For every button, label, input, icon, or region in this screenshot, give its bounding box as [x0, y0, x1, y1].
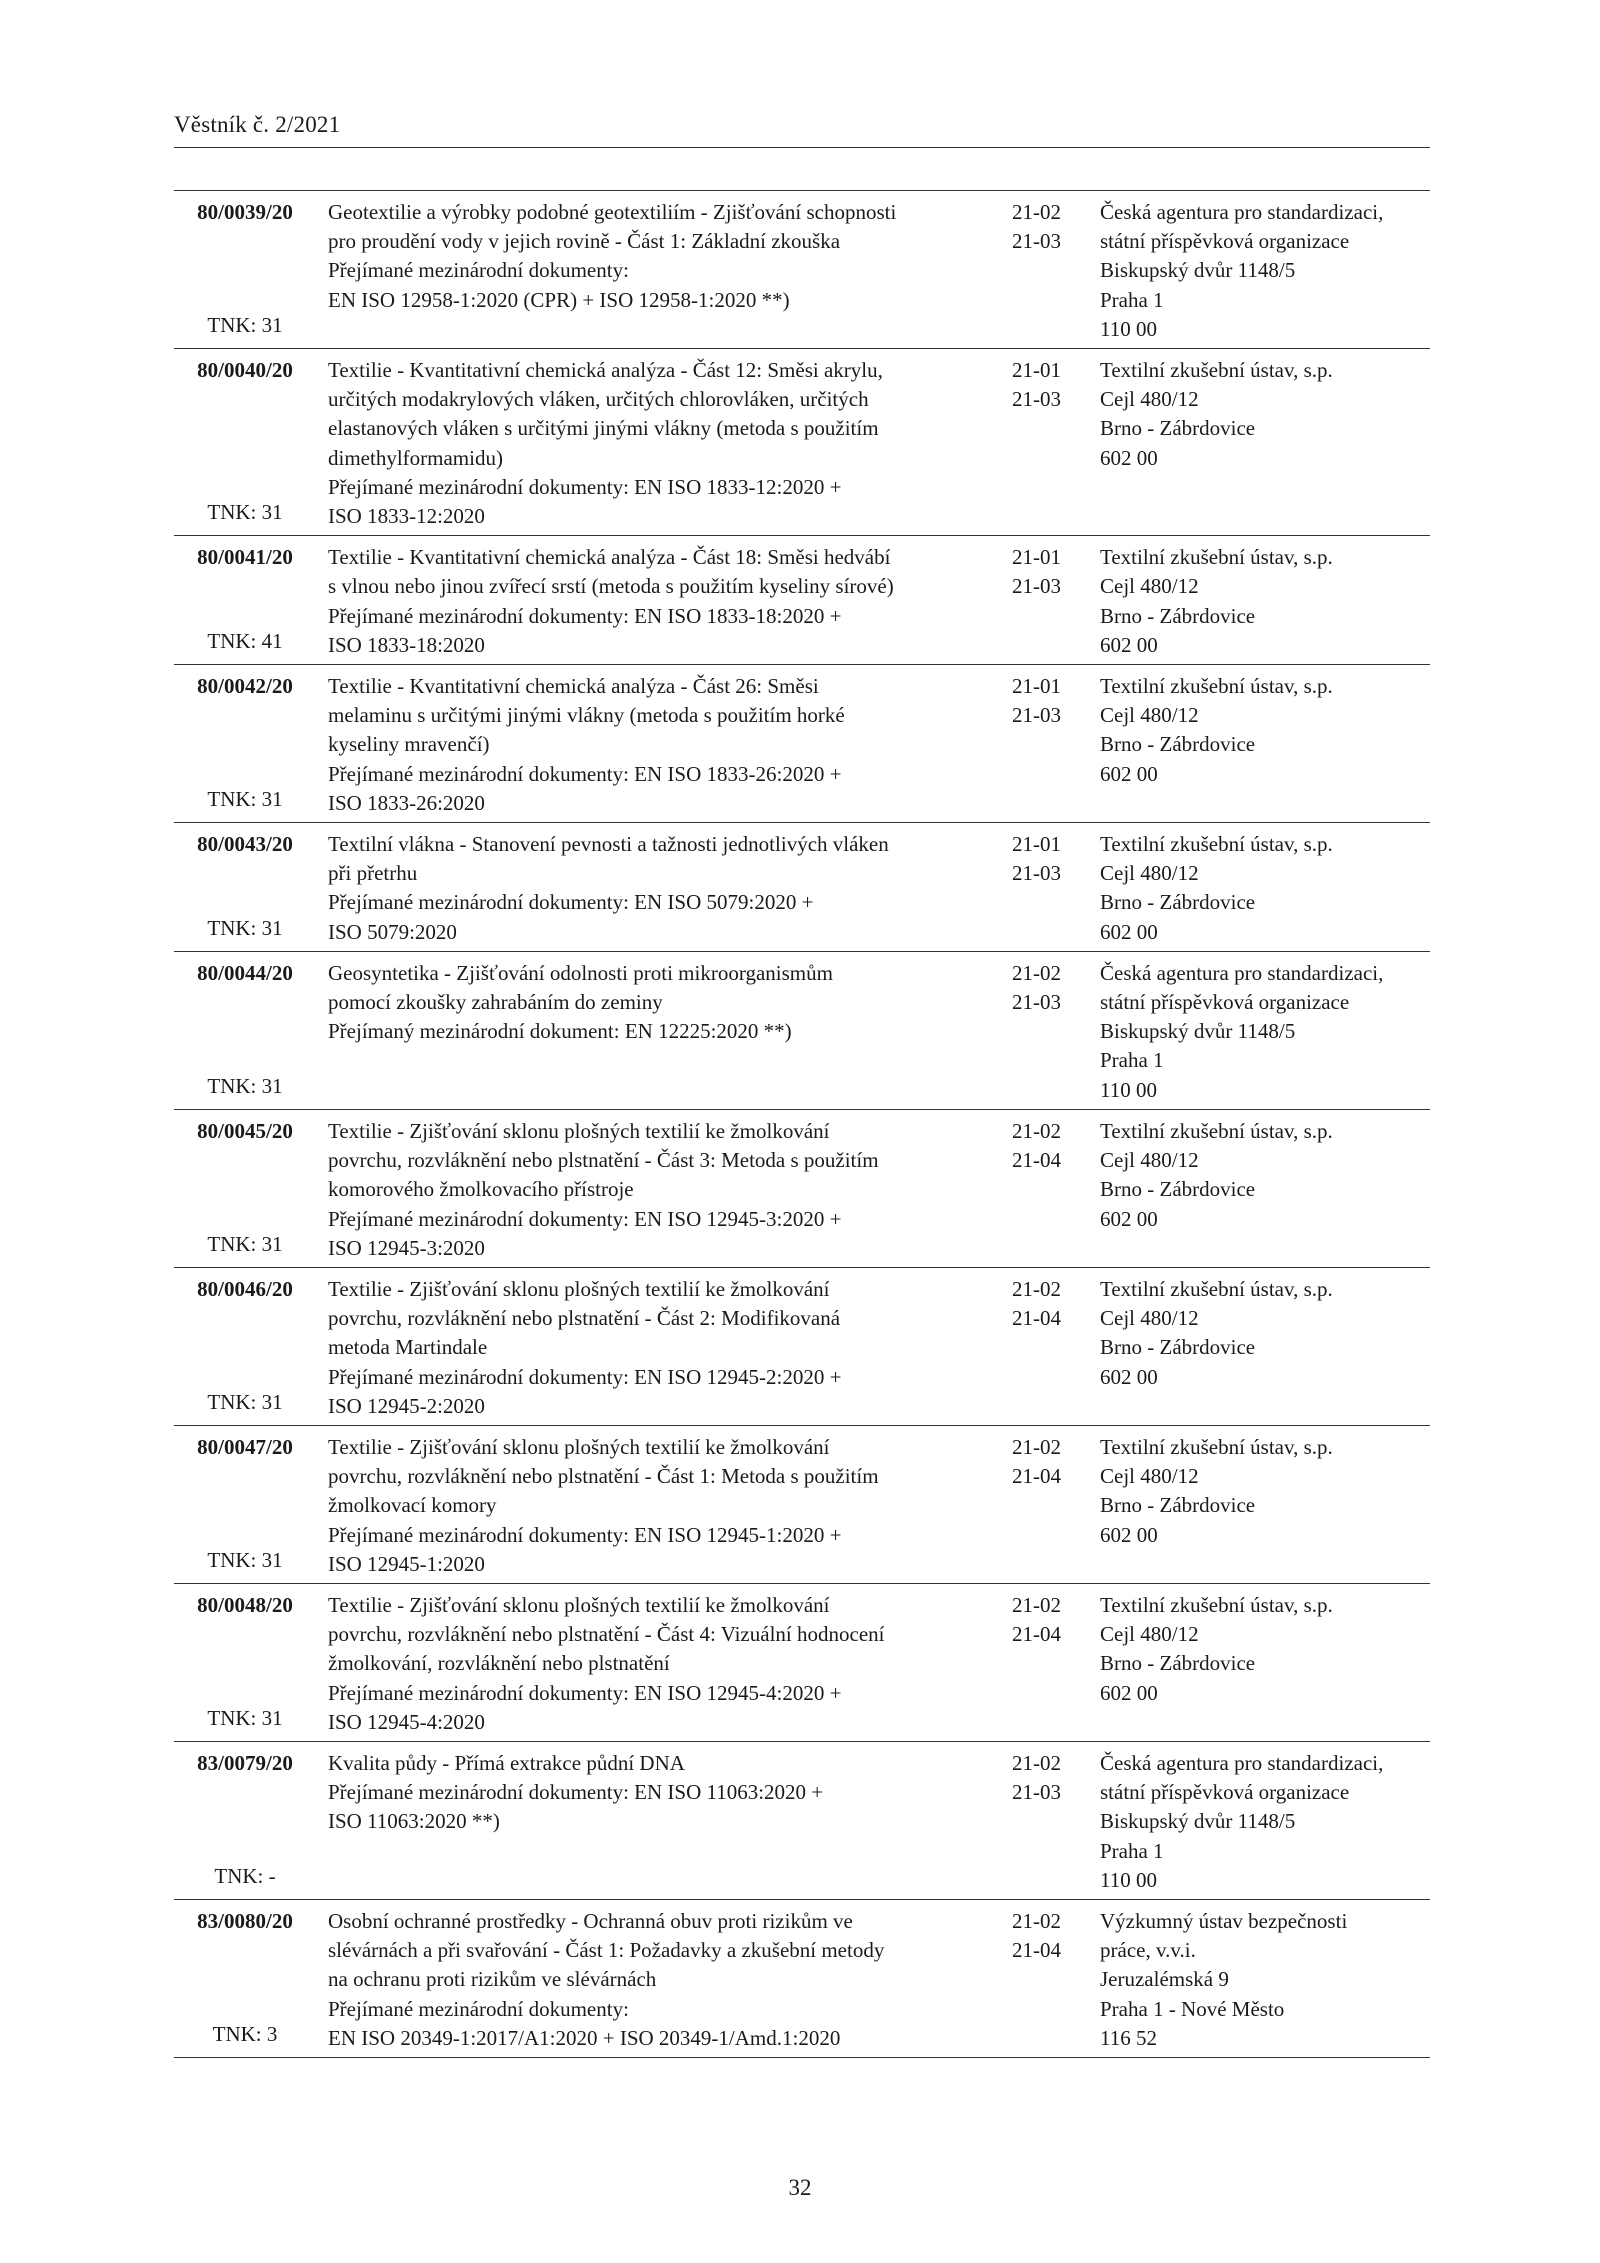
- title-line: Textilie - Zjišťování sklonu plošných textilií ke žmolkování: [328, 1592, 830, 1617]
- standards-table-body: [174, 191, 1430, 2058]
- classification-code: 21-03: [1012, 574, 1061, 599]
- standard-id-cell: [174, 1741, 316, 1899]
- classification-code: 21-03: [1012, 387, 1061, 412]
- classification-codes-cell: [1004, 1583, 1098, 1741]
- title-line: Geotextilie a výrobky podobné geotextiliím - Zjišťování schopnosti: [328, 200, 897, 224]
- organization-line: 110 00: [1100, 316, 1157, 341]
- table-row: [174, 951, 1430, 1109]
- title-line: Přejímané mezinárodní dokumenty: EN ISO 12945-4:2020 +: [328, 1680, 842, 1705]
- tnk-label: TNK: 31: [207, 312, 283, 337]
- title-line: Textilie - Zjišťování sklonu plošných textilií ke žmolkování: [328, 1434, 830, 1459]
- title-line: Kvalita půdy - Přímá extrakce půdní DNA: [328, 1750, 685, 1775]
- standard-title-cell: [316, 349, 1004, 536]
- organization-line: Brno - Zábrdovice: [1100, 416, 1256, 441]
- classification-code: 21-03: [1012, 861, 1061, 886]
- organization-line: Cejl 480/12: [1100, 574, 1199, 599]
- table-row: [174, 823, 1430, 952]
- organization-line: 602 00: [1100, 632, 1158, 657]
- title-line: Přejímané mezinárodní dokumenty: EN ISO 11063:2020 +: [328, 1780, 824, 1805]
- organization-line: Brno - Zábrdovice: [1100, 732, 1256, 757]
- title-line: Přejímané mezinárodní dokumenty: EN ISO 12945-3:2020 +: [328, 1206, 842, 1231]
- organization-cell: [1098, 1109, 1430, 1267]
- standard-title-cell: [316, 1583, 1004, 1741]
- classification-code: 21-02: [1012, 1118, 1061, 1143]
- standard-id-cell: [174, 951, 316, 1109]
- classification-code: 21-02: [1012, 1276, 1061, 1301]
- standard-title-cell: [316, 1267, 1004, 1425]
- organization-line: Výzkumný ústav bezpečnosti: [1100, 1908, 1348, 1933]
- classification-code: 21-04: [1012, 1622, 1061, 1647]
- organization-line: Praha 1: [1100, 1048, 1164, 1073]
- title-line: Přejímané mezinárodní dokumenty:: [328, 1996, 629, 2021]
- title-line: ISO 1833-18:2020: [328, 632, 485, 657]
- tnk-label: TNK: 31: [207, 786, 283, 811]
- standard-id-cell: [174, 1109, 316, 1267]
- standard-title-cell: [316, 665, 1004, 823]
- organization-line: Textilní zkušební ústav, s.p.: [1100, 832, 1333, 857]
- organization-line: státní příspěvková organizace: [1100, 990, 1350, 1015]
- title-line: ISO 11063:2020 **): [328, 1809, 500, 1834]
- classification-codes-cell: [1004, 951, 1098, 1109]
- organization-line: Textilní zkušební ústav, s.p.: [1100, 1118, 1333, 1143]
- organization-line: Cejl 480/12: [1100, 1148, 1199, 1173]
- title-line: Přejímaný mezinárodní dokument: EN 12225:2020 **): [328, 1019, 792, 1044]
- title-line: Textilie - Kvantitativní chemická analýza - Část 18: Směsi hedvábí: [328, 545, 891, 570]
- standard-number: 80/0048/20: [197, 1592, 293, 1617]
- organization-line: Cejl 480/12: [1100, 387, 1199, 412]
- title-line: ISO 12945-1:2020: [328, 1551, 485, 1576]
- classification-codes-cell: [1004, 1425, 1098, 1583]
- standard-number: 80/0047/20: [197, 1434, 293, 1459]
- title-line: ISO 5079:2020: [328, 919, 457, 944]
- tnk-label: TNK: 41: [207, 628, 283, 653]
- organization-line: Textilní zkušební ústav, s.p.: [1100, 1592, 1333, 1617]
- classification-codes-cell: [1004, 1899, 1098, 2057]
- organization-cell: [1098, 1267, 1430, 1425]
- tnk-label: TNK: 31: [207, 1389, 283, 1414]
- table-row: [174, 349, 1430, 536]
- standard-title-cell: [316, 823, 1004, 952]
- organization-cell: [1098, 349, 1430, 536]
- organization-line: Textilní zkušební ústav, s.p.: [1100, 1276, 1333, 1301]
- standard-number: 80/0042/20: [197, 674, 293, 699]
- organization-line: práce, v.v.i.: [1100, 1938, 1196, 1963]
- title-line: slévárnách a při svařování - Část 1: Požadavky a zkušební metody: [328, 1938, 885, 1963]
- table-row: [174, 665, 1430, 823]
- title-line: Přejímané mezinárodní dokumenty: EN ISO 1833-12:2020 +: [328, 474, 842, 499]
- title-line: dimethylformamidu): [328, 445, 503, 470]
- title-line: EN ISO 12958-1:2020 (CPR) + ISO 12958-1:2020 **): [328, 287, 790, 312]
- title-line: Přejímané mezinárodní dokumenty: EN ISO 1833-26:2020 +: [328, 761, 842, 786]
- classification-code: 21-03: [1012, 703, 1061, 728]
- classification-code: 21-02: [1012, 960, 1061, 985]
- title-line: melaminu s určitými jinými vlákny (metoda s použitím horké: [328, 703, 845, 728]
- organization-cell: [1098, 191, 1430, 349]
- classification-code: 21-02: [1012, 1592, 1061, 1617]
- organization-cell: [1098, 1741, 1430, 1899]
- classification-code: 21-01: [1012, 545, 1061, 570]
- standards-table-container: [174, 190, 1430, 2058]
- organization-line: Biskupský dvůr 1148/5: [1100, 1809, 1296, 1834]
- standard-title-cell: [316, 191, 1004, 349]
- classification-codes-cell: [1004, 349, 1098, 536]
- title-line: Přejímané mezinárodní dokumenty:: [328, 258, 629, 283]
- organization-line: Textilní zkušební ústav, s.p.: [1100, 358, 1333, 383]
- standard-number: 80/0045/20: [197, 1118, 293, 1143]
- title-line: Přejímané mezinárodní dokumenty: EN ISO 12945-1:2020 +: [328, 1522, 842, 1547]
- organization-line: Brno - Zábrdovice: [1100, 890, 1256, 915]
- standard-title-cell: [316, 951, 1004, 1109]
- classification-code: 21-04: [1012, 1464, 1061, 1489]
- title-line: komorového žmolkovacího přístroje: [328, 1177, 634, 1202]
- classification-code: 21-01: [1012, 832, 1061, 857]
- organization-line: 602 00: [1100, 761, 1158, 786]
- standard-id-cell: [174, 349, 316, 536]
- organization-line: Česká agentura pro standardizaci,: [1100, 1750, 1384, 1775]
- title-line: na ochranu proti rizikům ve slévárnách: [328, 1967, 657, 1992]
- organization-line: 602 00: [1100, 1206, 1158, 1231]
- title-line: ISO 12945-2:2020: [328, 1393, 485, 1418]
- organization-line: Cejl 480/12: [1100, 1464, 1199, 1489]
- standard-title-cell: [316, 536, 1004, 665]
- organization-line: Biskupský dvůr 1148/5: [1100, 1019, 1296, 1044]
- organization-line: Brno - Zábrdovice: [1100, 1493, 1256, 1518]
- title-line: žmolkovací komory: [328, 1493, 497, 1518]
- classification-code: 21-02: [1012, 200, 1061, 224]
- classification-codes-cell: [1004, 1741, 1098, 1899]
- organization-cell: [1098, 951, 1430, 1109]
- title-line: ISO 12945-4:2020: [328, 1709, 485, 1734]
- standard-number: 80/0040/20: [197, 358, 293, 383]
- organization-line: Praha 1: [1100, 1838, 1164, 1863]
- title-line: pomocí zkoušky zahrabáním do zeminy: [328, 990, 663, 1015]
- classification-code: 21-04: [1012, 1148, 1061, 1173]
- standard-id-cell: [174, 191, 316, 349]
- table-row: [174, 1741, 1430, 1899]
- table-row: [174, 1899, 1430, 2057]
- title-line: Textilie - Zjišťování sklonu plošných textilií ke žmolkování: [328, 1118, 830, 1143]
- title-line: Přejímané mezinárodní dokumenty: EN ISO 5079:2020 +: [328, 890, 814, 915]
- standard-title-cell: [316, 1899, 1004, 2057]
- standard-number: 80/0044/20: [197, 960, 293, 985]
- classification-code: 21-04: [1012, 1306, 1061, 1331]
- organization-cell: [1098, 665, 1430, 823]
- standard-id-cell: [174, 1899, 316, 2057]
- classification-codes-cell: [1004, 823, 1098, 952]
- classification-codes-cell: [1004, 191, 1098, 349]
- standard-number: 80/0041/20: [197, 545, 293, 570]
- organization-line: Praha 1 - Nové Město: [1100, 1996, 1285, 2021]
- title-line: s vlnou nebo jinou zvířecí srstí (metoda s použitím kyseliny sírové): [328, 574, 894, 599]
- title-line: metoda Martindale: [328, 1335, 488, 1360]
- title-line: ISO 1833-26:2020: [328, 790, 485, 815]
- table-row: [174, 536, 1430, 665]
- standard-title-cell: [316, 1425, 1004, 1583]
- organization-line: Brno - Zábrdovice: [1100, 1335, 1256, 1360]
- table-row: [174, 1583, 1430, 1741]
- standard-id-cell: [174, 1425, 316, 1583]
- title-line: Přejímané mezinárodní dokumenty: EN ISO 1833-18:2020 +: [328, 603, 842, 628]
- classification-code: 21-02: [1012, 1750, 1061, 1775]
- tnk-label: TNK: 31: [207, 1231, 283, 1256]
- classification-codes-cell: [1004, 536, 1098, 665]
- organization-cell: [1098, 1583, 1430, 1741]
- standard-number: 80/0046/20: [197, 1276, 293, 1301]
- title-line: Textilní vlákna - Stanovení pevnosti a tažnosti jednotlivých vláken: [328, 832, 889, 857]
- organization-line: Česká agentura pro standardizaci,: [1100, 960, 1384, 985]
- standard-id-cell: [174, 823, 316, 952]
- standard-number: 83/0079/20: [197, 1750, 293, 1775]
- tnk-label: TNK: 3: [212, 2021, 278, 2046]
- organization-line: Brno - Zábrdovice: [1100, 603, 1256, 628]
- organization-line: 116 52: [1100, 2025, 1157, 2050]
- table-row: [174, 1109, 1430, 1267]
- page-number: 32: [788, 2175, 812, 2200]
- title-line: ISO 1833-12:2020: [328, 504, 485, 529]
- table-row: [174, 191, 1430, 349]
- title-line: EN ISO 20349-1:2017/A1:2020 + ISO 20349-1/Amd.1:2020: [328, 2025, 841, 2050]
- title-line: pro proudění vody v jejich rovině - Část 1: Základní zkouška: [328, 229, 841, 254]
- tnk-label: TNK: 31: [207, 1547, 283, 1572]
- organization-line: 602 00: [1100, 1680, 1158, 1705]
- title-line: povrchu, rozvláknění nebo plstnatění - Část 4: Vizuální hodnocení: [328, 1622, 885, 1647]
- standard-id-cell: [174, 1583, 316, 1741]
- tnk-label: TNK: -: [214, 1863, 276, 1888]
- organization-line: 110 00: [1100, 1077, 1157, 1102]
- title-line: ISO 12945-3:2020: [328, 1235, 485, 1260]
- title-line: povrchu, rozvláknění nebo plstnatění - Část 3: Metoda s použitím: [328, 1148, 879, 1173]
- title-line: elastanových vláken s určitými jinými vlákny (metoda s použitím: [328, 416, 879, 441]
- title-line: Textilie - Kvantitativní chemická analýza - Část 12: Směsi akrylu,: [328, 358, 883, 383]
- classification-code: 21-02: [1012, 1434, 1061, 1459]
- organization-line: Jeruzalémská 9: [1100, 1967, 1229, 1992]
- classification-codes-cell: [1004, 1267, 1098, 1425]
- organization-line: 110 00: [1100, 1867, 1157, 1892]
- classification-code: 21-01: [1012, 358, 1061, 383]
- standard-number: 80/0043/20: [197, 832, 293, 857]
- standard-number: 83/0080/20: [197, 1908, 293, 1933]
- organization-cell: [1098, 1425, 1430, 1583]
- classification-code: 21-03: [1012, 1780, 1061, 1805]
- standards-table: [174, 190, 1430, 2058]
- title-line: při přetrhu: [328, 861, 418, 886]
- standard-id-cell: [174, 665, 316, 823]
- title-line: Textilie - Kvantitativní chemická analýza - Část 26: Směsi: [328, 674, 819, 699]
- organization-line: Cejl 480/12: [1100, 1622, 1199, 1647]
- page-header: Věstník č. 2/2021: [174, 112, 1430, 148]
- tnk-label: TNK: 31: [207, 915, 283, 940]
- organization-cell: [1098, 823, 1430, 952]
- standard-id-cell: [174, 536, 316, 665]
- organization-line: Praha 1: [1100, 287, 1164, 312]
- title-line: povrchu, rozvláknění nebo plstnatění - Část 1: Metoda s použitím: [328, 1464, 879, 1489]
- title-line: určitých modakrylových vláken, určitých chlorovláken, určitých: [328, 387, 869, 412]
- organization-line: Textilní zkušební ústav, s.p.: [1100, 674, 1333, 699]
- title-line: kyseliny mravenčí): [328, 732, 490, 757]
- classification-code: 21-03: [1012, 229, 1061, 254]
- title-line: Přejímané mezinárodní dokumenty: EN ISO 12945-2:2020 +: [328, 1364, 842, 1389]
- organization-line: Brno - Zábrdovice: [1100, 1177, 1256, 1202]
- organization-line: 602 00: [1100, 445, 1158, 470]
- organization-line: Cejl 480/12: [1100, 703, 1199, 728]
- tnk-label: TNK: 31: [207, 1705, 283, 1730]
- organization-line: 602 00: [1100, 1364, 1158, 1389]
- organization-line: Textilní zkušební ústav, s.p.: [1100, 1434, 1333, 1459]
- classification-code: 21-02: [1012, 1908, 1061, 1933]
- organization-cell: [1098, 1899, 1430, 2057]
- organization-line: Česká agentura pro standardizaci,: [1100, 200, 1384, 224]
- organization-line: státní příspěvková organizace: [1100, 229, 1350, 254]
- classification-code: 21-04: [1012, 1938, 1061, 1963]
- standard-title-cell: [316, 1109, 1004, 1267]
- classification-code: 21-03: [1012, 990, 1061, 1015]
- table-row: [174, 1267, 1430, 1425]
- tnk-label: TNK: 31: [207, 500, 283, 525]
- title-line: Geosyntetika - Zjišťování odolnosti proti mikroorganismům: [328, 960, 833, 985]
- title-line: žmolkování, rozvláknění nebo plstnatění: [328, 1651, 670, 1676]
- standard-number: 80/0039/20: [197, 200, 293, 224]
- title-line: Osobní ochranné prostředky - Ochranná obuv proti rizikům ve: [328, 1908, 853, 1933]
- organization-line: Cejl 480/12: [1100, 1306, 1199, 1331]
- organization-line: Brno - Zábrdovice: [1100, 1651, 1256, 1676]
- standard-title-cell: [316, 1741, 1004, 1899]
- organization-line: 602 00: [1100, 1522, 1158, 1547]
- organization-cell: [1098, 536, 1430, 665]
- title-line: povrchu, rozvláknění nebo plstnatění - Část 2: Modifikovaná: [328, 1306, 841, 1331]
- title-line: Textilie - Zjišťování sklonu plošných textilií ke žmolkování: [328, 1276, 830, 1301]
- tnk-label: TNK: 31: [207, 1073, 283, 1098]
- organization-line: 602 00: [1100, 919, 1158, 944]
- classification-code: 21-01: [1012, 674, 1061, 699]
- organization-line: Cejl 480/12: [1100, 861, 1199, 886]
- organization-line: Textilní zkušební ústav, s.p.: [1100, 545, 1333, 570]
- organization-line: státní příspěvková organizace: [1100, 1780, 1350, 1805]
- classification-codes-cell: [1004, 665, 1098, 823]
- standard-id-cell: [174, 1267, 316, 1425]
- organization-line: Biskupský dvůr 1148/5: [1100, 258, 1296, 283]
- table-row: [174, 1425, 1430, 1583]
- classification-codes-cell: [1004, 1109, 1098, 1267]
